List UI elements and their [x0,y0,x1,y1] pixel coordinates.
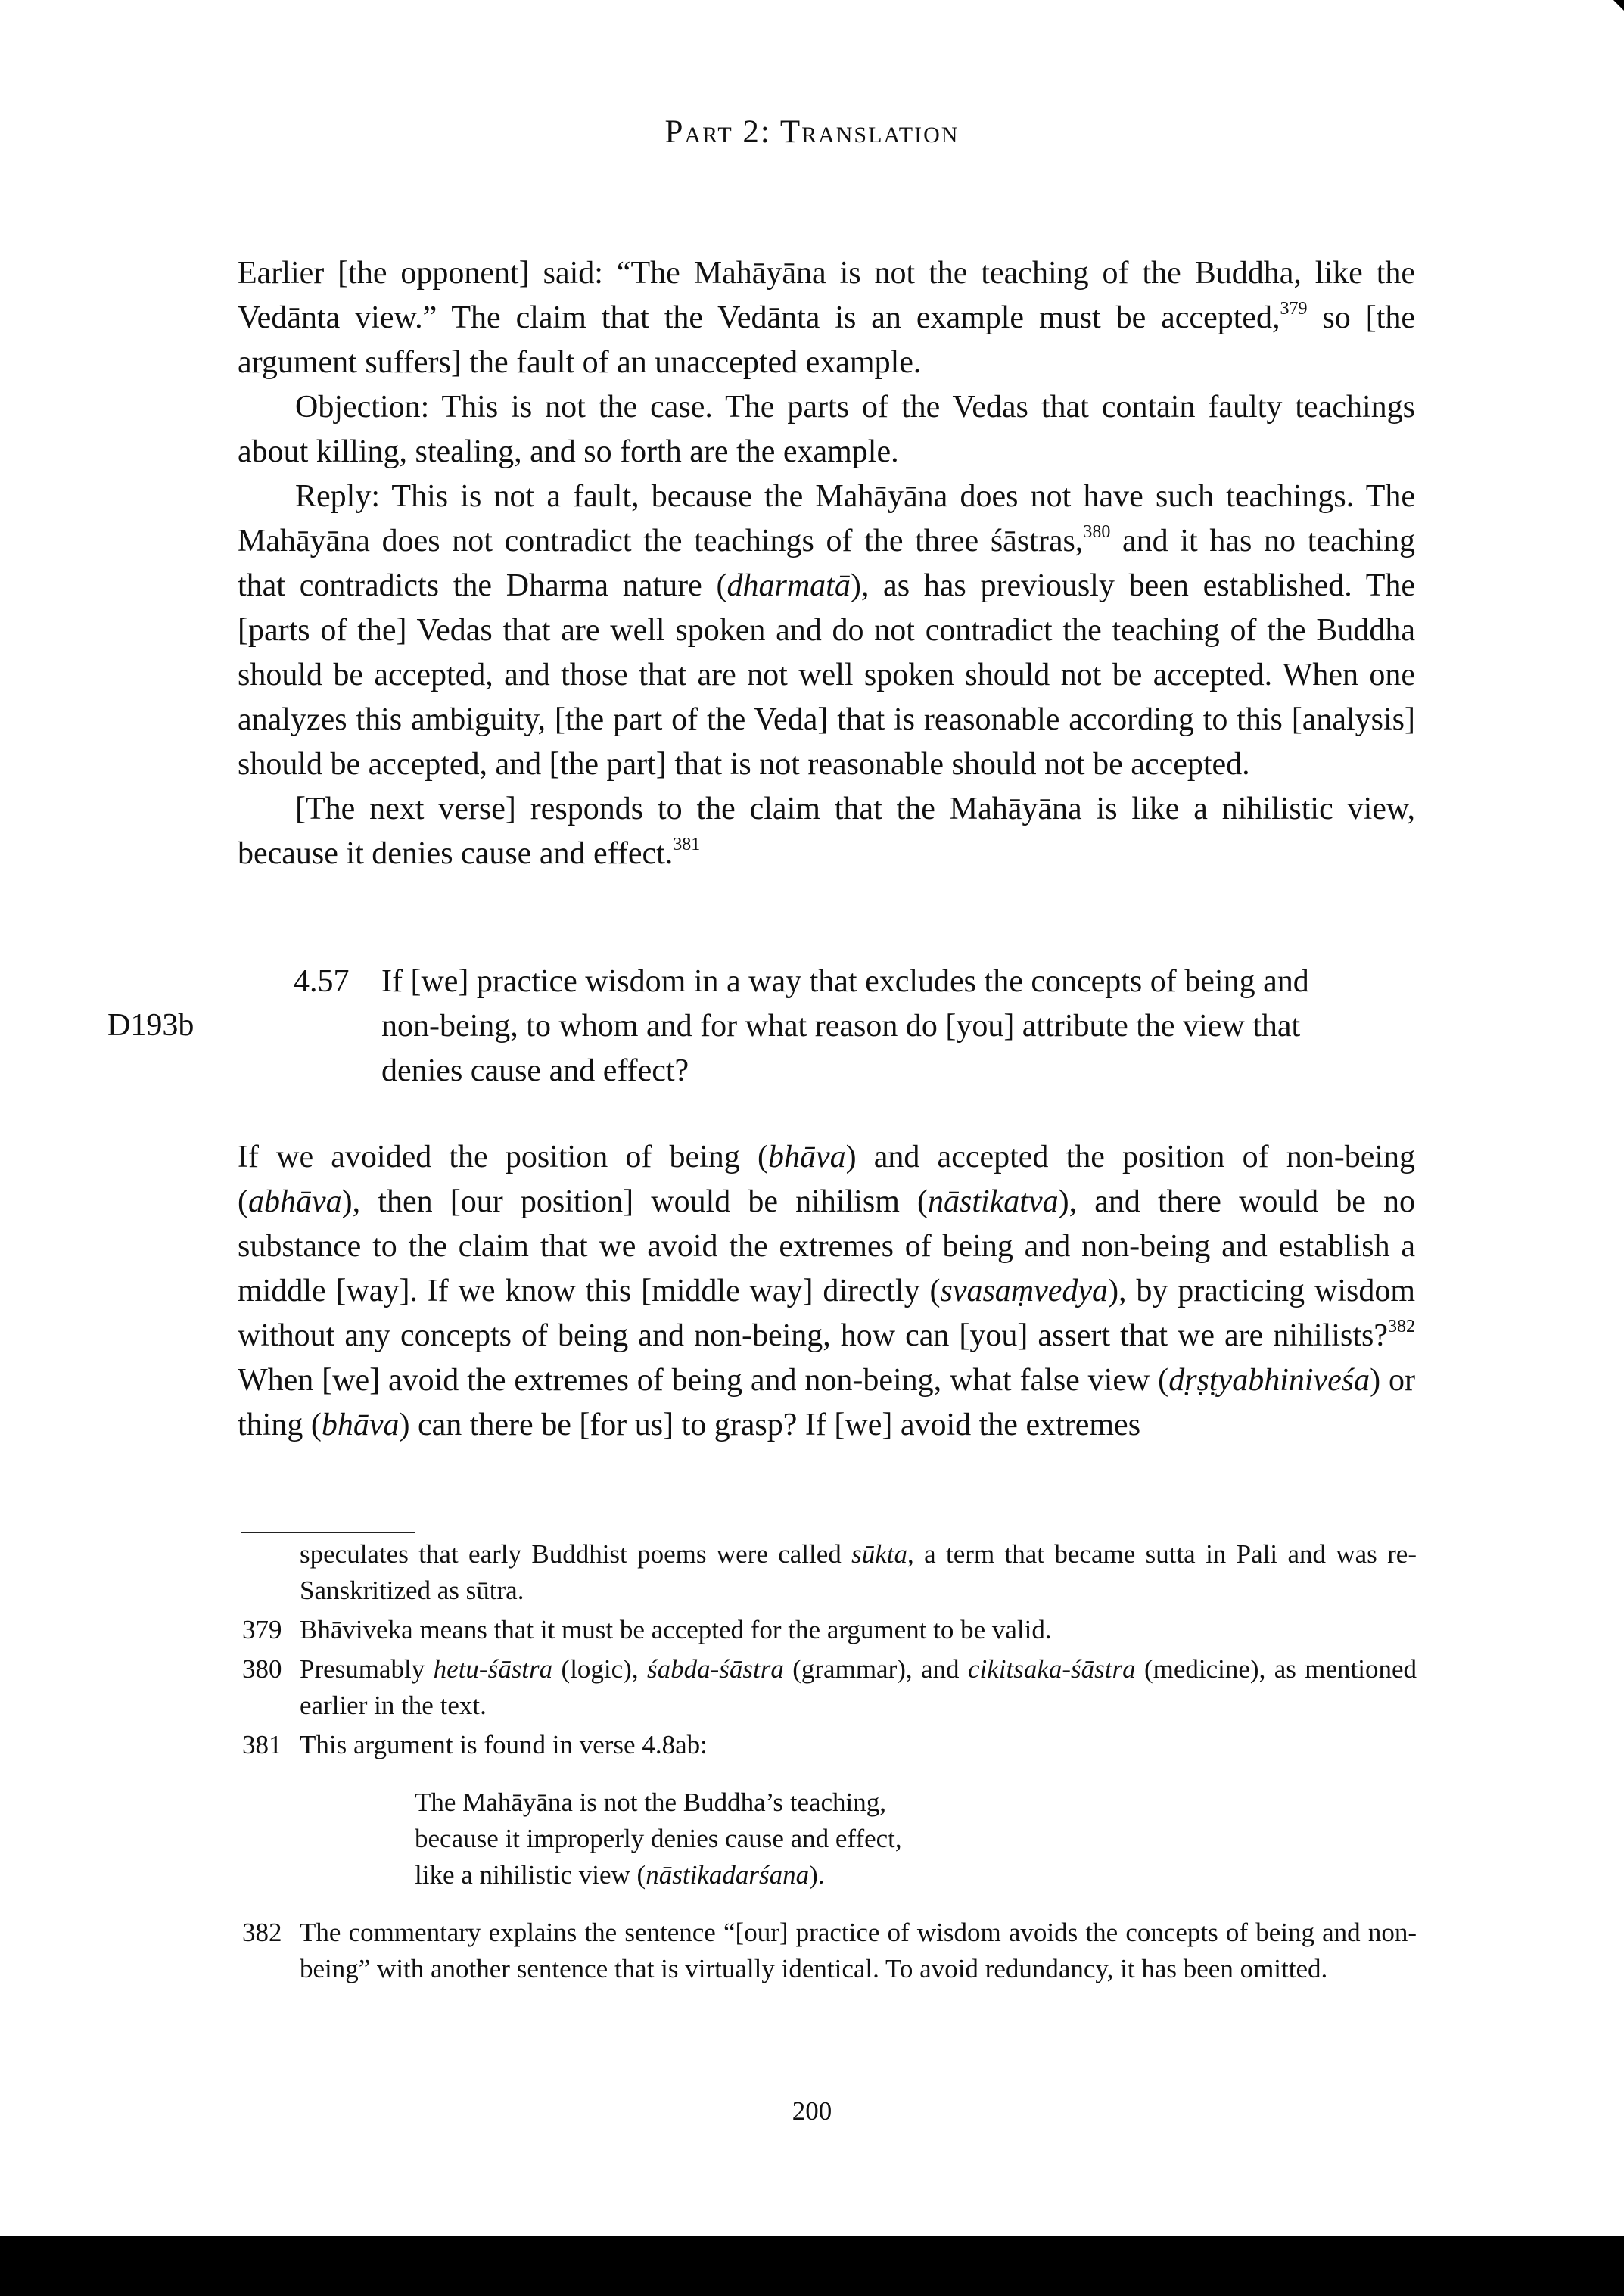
footnote-number: 380 [242,1654,282,1684]
footnote-number: 382 [242,1918,282,1947]
verse-text: If [we] practice wisdom in a way that excludes the concepts of being and non-being, to whom and for what reason do [you] attribute the view that denies cause and effect? [381,964,1309,1088]
footnote-379: 379 Bhāviveka means that it must be accepted for the argument to be valid. [242,1612,1417,1648]
note-ref-379[interactable]: 379 [1280,299,1308,319]
paragraph-earlier: Earlier [the opponent] said: “The Mahāyāna is not the teaching of the Buddha, like the Vedānta view.” The claim that the Vedānta is an example must be accepted,$^{379}$ so [the argument suffers] the fault of an unaccepted example. [238,256,1415,380]
footnote-quote: The Mahāyāna is not the Buddha’s teaching, because it improperly denies cause and effect, like a nihilistic view (nāstikadarśana). [415,1787,902,1890]
footnote-number: 381 [242,1730,282,1759]
footnote-number: 379 [242,1615,282,1644]
paragraph-next-verse: [The next verse] responds to the claim that the Mahāyāna is like a nihilistic view, because it denies cause and effect.$^{381}$ [238,792,1415,871]
footnote-rule [241,1532,415,1533]
paragraph-reply: Reply: This is not a fault, because the Mahāyāna does not have such teachings. The Mahāyāna does not contradict the teachings of the three śāstras,$^{380}$ and it has no teaching that contradicts the Dharma nature (dharmatā), as has previously been established. The [parts of the] Vedas that are well spoken and do not contradict the teaching of the Buddha should be accepted, and those that are not well spoken should not be accepted. When one analyzes this ambiguity, [the part of the Veda] that is reasonable according to this [analysis] should be accepted, and [the part] that is not reasonable should not be accepted. [238,479,1415,782]
margin-reference: D193b [107,1008,194,1043]
verse-4-57 [294,960,1368,1094]
footnote-continuation: speculates that early Buddhist poems were called sūkta, a term that became sutta in Pali and was re-Sanskritized as sūtra. [300,1539,1417,1605]
paragraph-objection: Objection: This is not the case. The parts of the Vedas that contain faulty teachings about killing, stealing, and so forth are the example. [238,390,1415,469]
verse-number: 4.57 [294,964,350,999]
page-number: 200 [792,2096,832,2126]
note-ref-381[interactable]: 381 [673,835,701,854]
footnote-381: 381 This argument is found in verse 4.8ab: The Mahāyāna is not the Buddha’s teaching, because it improperly denies cause and effect, like a nihilistic view (nāstikadarśana). [242,1727,1417,1893]
scan-bottom-edge [0,2236,1624,2296]
footnotes [242,1536,1417,1990]
running-head: Part 2: Translation [664,114,960,150]
footnote-380: 380 Presumably hetu-śāstra (logic), śabda-śāstra (grammar), and cikitsaka-śāstra (medicine), as mentioned earlier in the text. [242,1651,1417,1724]
main-text-block-1 [238,251,1415,876]
scan-corner-mark [1613,0,1624,11]
note-ref-382[interactable]: 382 [1388,1317,1415,1336]
note-ref-380[interactable]: 380 [1083,522,1111,542]
main-text-block-2 [238,1135,1415,1448]
footnote-382: 382 The commentary explains the sentence “[our] practice of wisdom avoids the concepts of being and non-being” with another sentence that is virtually identical. To avoid redundancy, it has been omitted. [242,1915,1417,1987]
paragraph-commentary: If we avoided the position of being (bhāva) and accepted the position of non-being (abhāva), then [our position] would be nihilism (nāstikatva), and there would be no substance to the claim that we avoid the extremes of being and non-being and establish a middle [way]. If we know this [middle way] directly (svasaṃvedya), by practicing wisdom without any concepts of being and non-being, how can [you] assert that we are nihilists?$^{382}$ When [we] avoid the extremes of being and non-being, what false view (dṛṣṭyabhiniveśa) or thing (bhāva) can there be [for us] to grasp? If [we] avoid the extremes [238,1140,1416,1442]
